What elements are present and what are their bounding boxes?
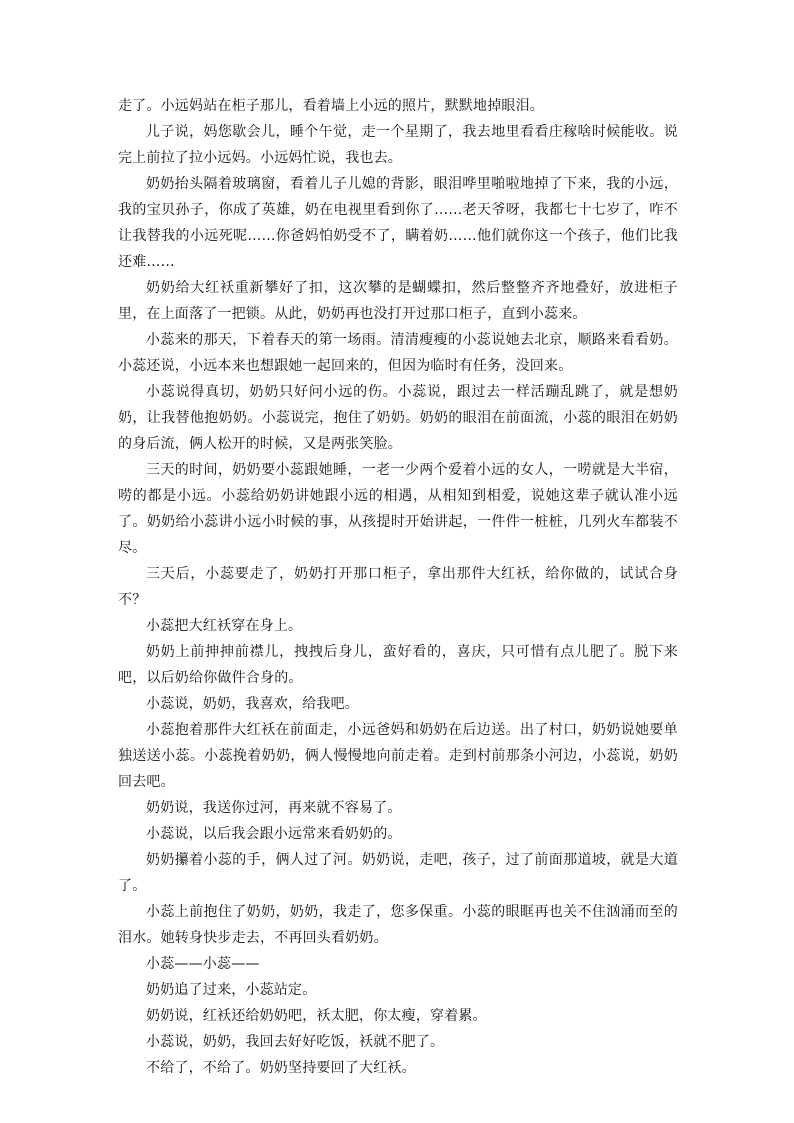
paragraph: 小蕊抱着那件大红袄在前面走，小远爸妈和奶奶在后边送。出了村口，奶奶说她要单独送送小蕊。小蕊挽着奶奶，俩人慢慢地向前走着。走到村前那条小河边，小蕊说，奶奶回去吧。 xyxy=(118,722,678,790)
paragraph: 三天的时间，奶奶要小蕊跟她睡，一老一少两个爱着小远的女人，一唠就是大半宿，唠的都是小远。小蕊给奶奶讲她跟小远的相遇，从相知到相爱，说她这辈子就认准小远了。奶奶给小蕊讲小远小时候的事，从孩提时开始讲起，一件件一桩桩，几列火车都装不尽。 xyxy=(118,462,678,556)
paragraph: 三天后，小蕊要走了，奶奶打开那口柜子，拿出那件大红袄，给你做的，试试合身不？ xyxy=(118,566,678,608)
paragraph: 小蕊上前抱住了奶奶，奶奶，我走了，您多保重。小蕊的眼眶再也关不住汹涌而至的泪水。她转身快步走去，不再回头看奶奶。 xyxy=(118,904,678,946)
paragraph: 小蕊说，奶奶，我回去好好吃饭，袄就不肥了。 xyxy=(146,1034,445,1050)
paragraph: 奶奶追了过来，小蕊站定。 xyxy=(146,982,317,998)
paragraph: 小蕊说得真切，奶奶只好问小远的伤。小蕊说，跟过去一样活蹦乱跳了，就是想奶奶，让我替他抱奶奶。小蕊说完，抱住了奶奶。奶奶的眼泪在前面流，小蕊的眼泪在奶奶的身后流，俩人松开的时候，又是两张笑脸。 xyxy=(118,384,678,452)
paragraph: 小蕊说，奶奶，我喜欢，给我吧。 xyxy=(146,696,359,712)
paragraph: 小蕊把大红袄穿在身上。 xyxy=(146,618,303,634)
paragraph: 奶奶上前抻抻前襟儿，拽拽后身儿，蛮好看的，喜庆，只可惜有点儿肥了。脱下来吧，以后奶给你做件合身的。 xyxy=(118,644,678,686)
paragraph: 不给了，不给了。奶奶坚持要回了大红袄。 xyxy=(146,1060,416,1076)
document-page xyxy=(118,93,678,1081)
paragraph: 奶奶说，红袄还给奶奶吧，袄太肥，你太瘦，穿着累。 xyxy=(146,1008,487,1024)
paragraph: 小蕊说，以后我会跟小远常来看奶奶的。 xyxy=(146,826,402,842)
paragraph: 奶奶攥着小蕊的手，俩人过了河。奶奶说，走吧，孩子，过了前面那道坡，就是大道了。 xyxy=(118,852,678,894)
paragraph: 奶奶抬头隔着玻璃窗，看着儿子儿媳的背影，眼泪哗里啪啦地掉了下来，我的小远，我的宝贝孙子，你成了英雄，奶在电视里看到你了……老天爷呀，我都七十七岁了，咋不让我替我的小远死呢……你爸妈怕奶受不了，瞒着奶……他们就你这一个孩子，他们比我还难…… xyxy=(118,176,678,270)
paragraph: 奶奶说，我送你过河，再来就不容易了。 xyxy=(146,800,402,816)
paragraph-continuation: 走了。小远妈站在柜子那儿，看着墙上小远的照片，默默地掉眼泪。 xyxy=(118,98,544,114)
paragraph: 小蕊来的那天，下着春天的第一场雨。清清瘦瘦的小蕊说她去北京，顺路来看看奶。小蕊还说，小远本来也想跟她一起回来的，但因为临时有任务，没回来。 xyxy=(118,332,678,374)
paragraph: 小蕊——小蕊—— xyxy=(146,956,260,972)
paragraph: 奶奶给大红袄重新攀好了扣，这次攀的是蝴蝶扣，然后整整齐齐地叠好，放进柜子里，在上面落了一把锁。从此，奶奶再也没打开过那口柜子，直到小蕊来。 xyxy=(118,280,678,322)
paragraph: 儿子说，妈您歇会儿，睡个午觉，走一个星期了，我去地里看看庄稼啥时候能收。说完上前拉了拉小远妈。小远妈忙说，我也去。 xyxy=(118,124,678,166)
